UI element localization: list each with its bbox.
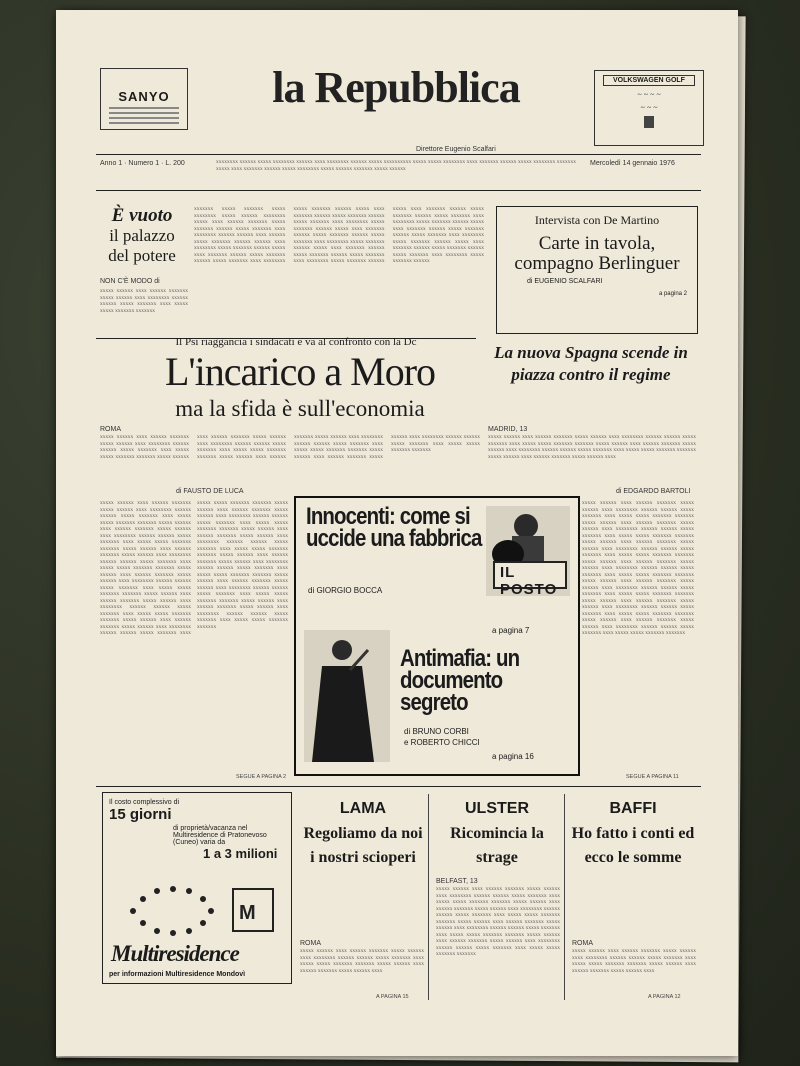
- multiresidence-ad[interactable]: [102, 792, 292, 984]
- baffi-dateline: ROMA: [572, 940, 593, 947]
- innocenti-byline: di GIORGIO BOCCA: [308, 586, 383, 595]
- interview-label: Intervista con De Martino: [534, 213, 660, 227]
- newspaper-front-page: [56, 10, 738, 1056]
- interview-title: Carte in tavola, compagno Berlinguer: [514, 233, 680, 274]
- feature-box: [294, 496, 580, 776]
- lead-headline: L'incarico a Moro: [164, 349, 436, 394]
- masthead-fine-print: xxxxxxxx xxxxxx xxxxx xxxxxxxx xxxxxx xxxx xxxxxxxx xxxxxx xxxxx xxxxxxxxxx xxxxx xxxxx xxxxxxxx xxxx xxxxxxx xxxxxx xxxxx xxxxxxxx xxxxxxx xxxxx xxxx xxxxxxx xxxxxx xxxxx xxxxxxxx xxxxx xxxxxx xxxxxxx xxxxx xxxxxx: [216, 159, 576, 172]
- interview-page-ref: a pagina 2: [658, 291, 687, 297]
- volkswagen-ad: VOLKSWAGEN GOLF ~ ~ ~ ~ ~ ~ ~: [594, 70, 704, 146]
- kicker-body: xxxxx xxxxxx xxxx xxxxxx xxxxxxx xxxxx xxxxxx xxxx xxxxxxxx xxxxxx xxxxxx xxxxx xxxxxxx xxxx xxxxx xxxxx xxxxxxx xxxxxxx: [100, 288, 188, 314]
- innocenti-photo: [486, 506, 570, 596]
- antimafia-byline: [404, 726, 480, 748]
- director-line: Direttore Eugenio Scalfari: [416, 146, 496, 153]
- spain-dateline: MADRID, 13: [488, 426, 528, 433]
- lead-overline: Il Psi riaggancia i sindacati e va al confronto con la Dc: [175, 336, 417, 348]
- lead-continue[interactable]: SEGUE A PAGINA 2: [236, 774, 287, 780]
- ad-line1: Il costo complessivo di: [109, 799, 180, 806]
- ulster-dateline: BELFAST, 13: [436, 878, 478, 885]
- spain-continue[interactable]: SEGUE A PAGINA 11: [626, 774, 679, 780]
- top-story-body: xxxxxxx xxxxx xxxxxxx xxxxx xxxxxxxx xxxxx xxxxxx xxxxxxxx xxxxx xxxx xxxxxx xxxxxxx xxxxx xxxxxxx xxxxxx xxxxx xxxxxxx xxxx xxxxxxxx xxxxxx xxxxxx xxxx xxxxxx xxxxx xxxxxxx xxxxxx xxxxxx xxxx xxxxxxxx xxxxx xxxxxxx xxxxxx xxxxx xxxx xxxxxxx xxxxxx xxxxx xxxxxxx xxxxxx xxxxx xxxxxxx xxxx xxxxxxxx xxxxx xxxxxxx xxxxxx xxxxx xxxx xxxxxxx xxxxxx xxxxx xxxxxxx xxxxxx xxxxx xxxxxxx xxxx xxxxxxxx xxxxx xxxxxxx xxxxxx xxxxx xxxx xxxxxxx xxxxxx xxxxx xxxxxxx xxxxxx xxxxx xxxxxxx xxxx xxxxxxxx xxxxx xxxxxxx xxxxxx xxxxx xxxx xxxxxxx xxxxxx xxxxx xxxxxxx xxxxxx xxxxx xxxxxxx xxxx xxxxxxxx xxxxx xxxxxxx xxxxxx xxxxx xxxx xxxxxxx xxxxxx xxxxx xxxxxxx xxxxxx xxxxx xxxxxxx xxxx xxxxxxxx xxxxx xxxxxxx xxxxxx xxxxx xxxx xxxxxxx xxxxxx xxxxx xxxxxxx xxxxxx xxxxx xxxxxxx xxxx xxxxxxxx xxxxx xxxxxxx xxxxxx xxxxx xxxx xxxxxxx xxxxxx xxxxx xxxxxxx xxxxxx xxxxx xxxxxxx xxxx xxxxxxxx xxxxx xxxxxxx xxxxxx: [194, 206, 484, 264]
- sanyo-ad: [100, 68, 188, 130]
- ad-line2: di proprietà/vacanza nel Multiresidence di Pratonevoso (Cuneo) varia da: [173, 825, 267, 846]
- ulster-story[interactable]: [434, 800, 560, 870]
- innocenti-headline[interactable]: Innocenti: come si uccide una fabbrica: [306, 503, 482, 552]
- date-rule: [96, 190, 701, 191]
- lama-continue[interactable]: A PAGINA 15: [376, 994, 409, 1000]
- lead-dateline: ROMA: [100, 426, 121, 433]
- antimafia-page-ref: a pagina 16: [492, 752, 534, 761]
- lama-story[interactable]: [300, 800, 426, 870]
- spain-byline: di EDGARDO BARTOLI: [616, 488, 691, 495]
- ulster-body: xxxxx xxxxxx xxxx xxxxxx xxxxxxx xxxxx xxxxxx xxxx xxxxxxxx xxxxxx xxxxxx xxxxx xxxxxxx xxxx xxxxx xxxxx xxxxxxx xxxxxxx xxxxx xxxxxx xxxx xxxxxx xxxxxxx xxxxx xxxxxx xxxx xxxxxxxx xxxxxx xxxxxx xxxxx xxxxxxx xxxx xxxxx xxxxx xxxxxxx xxxxxxx xxxxx xxxxxx xxxx xxxxxx xxxxxxx xxxxx xxxxxx xxxx xxxxxxxx xxxxxx xxxxxx xxxxx xxxxxxx xxxx xxxxx xxxxx xxxxxxx xxxxxxx xxxxx xxxxxx xxxx xxxxxx xxxxxxx xxxxx xxxxxx xxxx xxxxxxxx xxxxxx xxxxxx xxxxx xxxxxxx xxxx xxxxx xxxxx xxxxxxx xxxxxxx: [436, 886, 560, 957]
- kicker-body-start: NON C'È MODO di: [100, 278, 160, 285]
- column-divider: [428, 794, 429, 1000]
- lead-intro-body: xxxxx xxxxxx xxxx xxxxxx xxxxxxx xxxxx xxxxxx xxxx xxxxxxxx xxxxxx xxxxxx xxxxx xxxxxxx xxxx xxxxx xxxxx xxxxxxx xxxxxxx xxxxx xxxxxx xxxx xxxxxx xxxxxxx xxxxx xxxxxx xxxx xxxxxxxx xxxxxx xxxxxx xxxxx xxxxxxx xxxx xxxxx xxxxx xxxxxxx xxxxxxx xxxxx xxxxxx xxxx xxxxxx xxxxxxx xxxxx xxxxxx xxxx xxxxxxxx xxxxxx xxxxxx xxxxx xxxxxxx xxxx xxxxx xxxxx xxxxxxx xxxxxxx xxxxx xxxxxx xxxx xxxxxx xxxxxxx xxxxx xxxxxx xxxx xxxxxxxx xxxxxx xxxxxx xxxxx xxxxxxx xxxx xxxxx xxxxx xxxxxxx xxxxxxx: [100, 434, 480, 460]
- sanyo-logo: SANYO: [118, 89, 170, 104]
- lama-subtitle: Regoliamo da noi i nostri scioperi: [303, 825, 423, 866]
- ad-footer: per informazioni Multiresidence Mondovì: [109, 971, 246, 978]
- masthead-title: la Repubblica: [272, 63, 520, 112]
- ad-brand: Multiresidence: [111, 941, 239, 966]
- column-divider: [564, 794, 565, 1000]
- vw-ad-title: VOLKSWAGEN GOLF: [603, 75, 695, 86]
- spain-headline: La nuova Spagna scende in piazza contro il regime: [494, 343, 688, 384]
- bottom-rule: [96, 786, 701, 787]
- svg-text:M: M: [239, 902, 256, 924]
- lead-story-body: xxxxx xxxxxx xxxx xxxxxx xxxxxxx xxxxx xxxxxx xxxx xxxxxxxx xxxxxx xxxxxx xxxxx xxxxxxx xxxx xxxxx xxxxx xxxxxxx xxxxxxx xxxxx xxxxxx xxxx xxxxxx xxxxxxx xxxxx xxxxxx xxxx xxxxxxxx xxxxxx xxxxxx xxxxx xxxxxxx xxxx xxxxx xxxxx xxxxxxx xxxxxxx xxxxx xxxxxx xxxx xxxxxx xxxxxxx xxxxx xxxxxx xxxx xxxxxxxx xxxxxx xxxxxx xxxxx xxxxxxx xxxx xxxxx xxxxx xxxxxxx xxxxxxx xxxxx xxxxxx xxxx xxxxxx xxxxxxx xxxxx xxxxxx xxxx xxxxxxxx xxxxxx xxxxxx xxxxx xxxxxxx xxxx xxxxx xxxxx xxxxxxx xxxxxxx xxxxx xxxxxx xxxx xxxxxx xxxxxxx xxxxx xxxxxx xxxx xxxxxxxx xxxxxx xxxxxx xxxxx xxxxxxx xxxx xxxxx xxxxx xxxxxxx xxxxxxx xxxxx xxxxxx xxxx xxxxxx xxxxxxx xxxxx xxxxxx xxxx xxxxxxxx xxxxxx xxxxxx xxxxx xxxxxxx xxxx xxxxx xxxxx xxxxxxx xxxxxxx xxxxx xxxxxx xxxx xxxxxx xxxxxxx xxxxx xxxxxx xxxx xxxxxxxx xxxxxx xxxxxx xxxxx xxxxxxx xxxx xxxxx xxxxx xxxxxxx xxxxxxx xxxxx xxxxxx xxxx xxxxxx xxxxxxx xxxxx xxxxxx xxxx xxxxxxxx xxxxxx xxxxxx xxxxx xxxxxxx xxxx xxxxx xxxxx xxxxxxx xxxxxxx xxxxx xxxxxx xxxx xxxxxx xxxxxxx xxxxx xxxxxx xxxx xxxxxxxx xxxxxx xxxxxx xxxxx xxxxxxx xxxx xxxxx xxxxx xxxxxxx xxxxxxx xxxxx xxxxxx xxxx xxxxxx xxxxxxx xxxxx xxxxxx xxxx xxxxxxxx xxxxxx xxxxxx xxxxx xxxxxxx xxxx xxxxx xxxxx xxxxxxx xxxxxxx xxxxx xxxxxx xxxx xxxxxx xxxxxxx xxxxx xxxxxx xxxx xxxxxxxx xxxxxx xxxxxx xxxxx xxxxxxx xxxx xxxxx xxxxx xxxxxxx xxxxxxx: [100, 500, 288, 636]
- spain-intro-body: xxxxx xxxxxx xxxx xxxxxx xxxxxxx xxxxx xxxxxx xxxx xxxxxxxx xxxxxx xxxxxx xxxxx xxxxxxx xxxx xxxxx xxxxx xxxxxxx xxxxxxx xxxxx xxxxxx xxxx xxxxxx xxxxxxx xxxxx xxxxxx xxxx xxxxxxxx xxxxxx xxxxxx xxxxx xxxxxxx xxxx xxxxx xxxxx xxxxxxx xxxxxxx xxxxx xxxxxx xxxx xxxxxx xxxxxxx xxxxx xxxxxx xxxx: [488, 434, 696, 460]
- lama-body: xxxxx xxxxxx xxxx xxxxxx xxxxxxx xxxxx xxxxxx xxxx xxxxxxxx xxxxxx xxxxxx xxxxx xxxxxxx xxxx xxxxx xxxxx xxxxxxx xxxxxxx xxxxx xxxxxx xxxx xxxxxx xxxxxxx xxxxx xxxxxx xxxx: [300, 948, 424, 974]
- interview-byline: di EUGENIO SCALFARI: [527, 278, 603, 285]
- issue-date: Mercoledì 14 gennaio 1976: [590, 160, 675, 167]
- lead-subhead: ma la sfida è sull'economia: [175, 396, 425, 421]
- antimafia-headline[interactable]: Antimafia: un documento segreto: [400, 645, 520, 716]
- baffi-continue[interactable]: A PAGINA 12: [648, 994, 681, 1000]
- innocenti-page-ref: a pagina 7: [492, 626, 530, 635]
- photo-sign: IL POSTO: [500, 564, 558, 598]
- baffi-story[interactable]: [570, 800, 696, 870]
- lama-dateline: ROMA: [300, 940, 321, 947]
- antimafia-photo: [304, 630, 390, 762]
- lama-title: LAMA: [339, 800, 387, 817]
- baffi-title: BAFFI: [609, 800, 657, 817]
- spain-story-body: xxxxx xxxxxx xxxx xxxxxx xxxxxxx xxxxx xxxxxx xxxx xxxxxxxx xxxxxx xxxxxx xxxxx xxxxxxx xxxx xxxxx xxxxx xxxxxxx xxxxxxx xxxxx xxxxxx xxxx xxxxxx xxxxxxx xxxxx xxxxxx xxxx xxxxxxxx xxxxxx xxxxxx xxxxx xxxxxxx xxxx xxxxx xxxxx xxxxxxx xxxxxxx xxxxx xxxxxx xxxx xxxxxx xxxxxxx xxxxx xxxxxx xxxx xxxxxxxx xxxxxx xxxxxx xxxxx xxxxxxx xxxx xxxxx xxxxx xxxxxxx xxxxxxx xxxxx xxxxxx xxxx xxxxxx xxxxxxx xxxxx xxxxxx xxxx xxxxxxxx xxxxxx xxxxxx xxxxx xxxxxxx xxxx xxxxx xxxxx xxxxxxx xxxxxxx xxxxx xxxxxx xxxx xxxxxx xxxxxxx xxxxx xxxxxx xxxx xxxxxxxx xxxxxx xxxxxx xxxxx xxxxxxx xxxx xxxxx xxxxx xxxxxxx xxxxxxx xxxxx xxxxxx xxxx xxxxxx xxxxxxx xxxxx xxxxxx xxxx xxxxxxxx xxxxxx xxxxxx xxxxx xxxxxxx xxxx xxxxx xxxxx xxxxxxx xxxxxxx xxxxx xxxxxx xxxx xxxxxx xxxxxxx xxxxx xxxxxx xxxx xxxxxxxx xxxxxx xxxxxx xxxxx xxxxxxx xxxx xxxxx xxxxx xxxxxxx xxxxxxx: [582, 500, 694, 636]
- ad-price: 1 a 3 milioni: [203, 846, 278, 861]
- kicker-lead: È vuoto: [111, 205, 173, 226]
- vw-emblem-icon: [644, 116, 654, 128]
- kicker-headline: [98, 206, 186, 266]
- baffi-subtitle: Ho fatto i conti ed ecco le somme: [571, 825, 695, 866]
- ad-days: 15 giorni: [109, 806, 172, 823]
- kicker-rest: il palazzo del potere: [108, 226, 176, 265]
- baffi-body: xxxxx xxxxxx xxxx xxxxxx xxxxxxx xxxxx xxxxxx xxxx xxxxxxxx xxxxxx xxxxxx xxxxx xxxxxxx xxxx xxxxx xxxxx xxxxxxx xxxxxxx xxxxx xxxxxx xxxx xxxxxx xxxxxxx xxxxx xxxxxx xxxx: [572, 948, 696, 974]
- interview-box[interactable]: [496, 206, 698, 334]
- ad-star-ring-icon: [113, 881, 283, 937]
- ulster-subtitle: Ricomincia la strage: [450, 825, 544, 866]
- ulster-title: ULSTER: [465, 800, 529, 817]
- masthead-rule: [96, 154, 701, 155]
- antimafia-byline-a: di BRUNO CORBI: [404, 727, 469, 736]
- issue-number: Anno 1 · Numero 1 · L. 200: [100, 160, 185, 167]
- lead-byline: di FAUSTO DE LUCA: [176, 488, 244, 495]
- antimafia-byline-b: e ROBERTO CHICCI: [404, 738, 480, 747]
